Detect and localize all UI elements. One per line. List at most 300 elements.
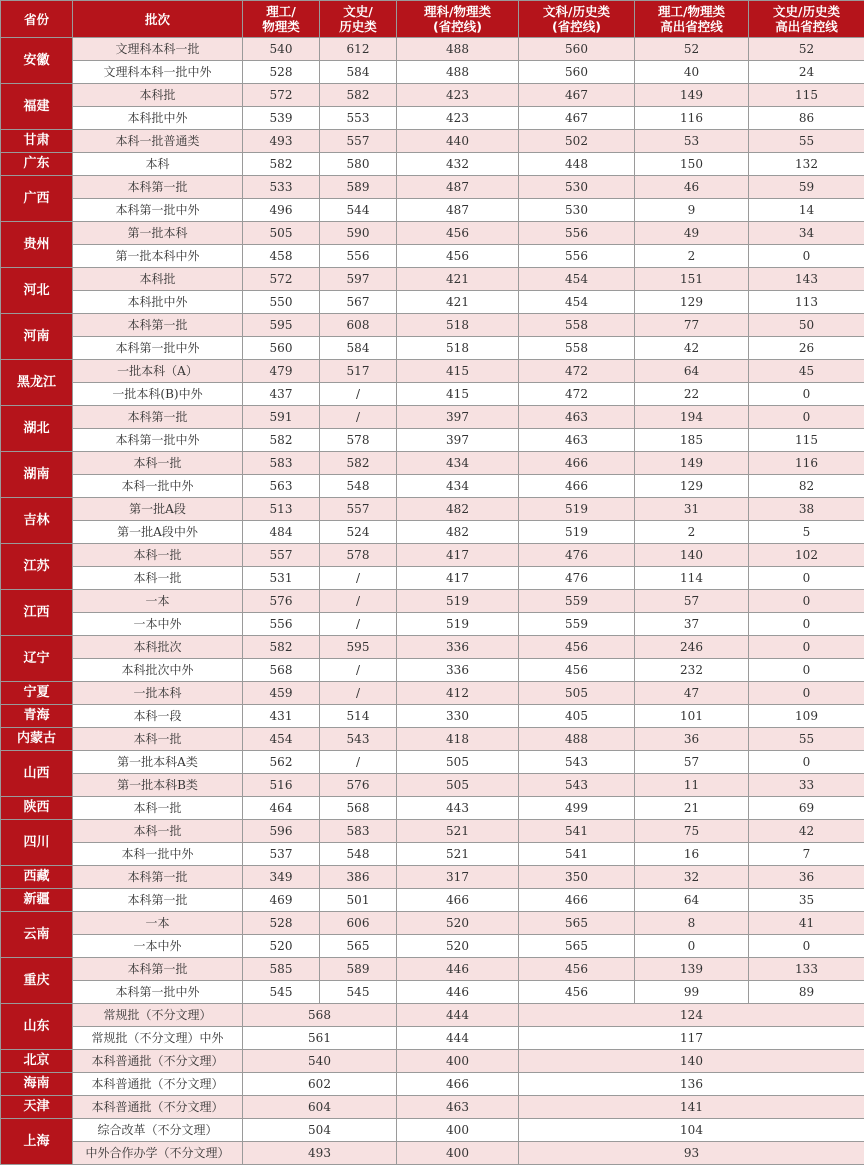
arts-control-cell: 543 xyxy=(519,774,635,797)
science-above-cell: 11 xyxy=(635,774,749,797)
science-control-cell: 487 xyxy=(397,176,519,199)
science-control-cell: 434 xyxy=(397,452,519,475)
science-above-cell: 2 xyxy=(635,521,749,544)
combined-score-cell: 602 xyxy=(243,1073,397,1096)
arts-score-cell: 597 xyxy=(320,268,397,291)
science-above-cell: 32 xyxy=(635,866,749,889)
science-control-cell: 440 xyxy=(397,130,519,153)
combined-score-cell: 604 xyxy=(243,1096,397,1119)
science-control-cell: 336 xyxy=(397,659,519,682)
batch-cell: 本科第一批中外 xyxy=(73,337,243,360)
science-score-cell: 539 xyxy=(243,107,320,130)
science-control-cell: 432 xyxy=(397,153,519,176)
arts-score-cell: / xyxy=(320,659,397,682)
table-row xyxy=(1,912,864,935)
table-row xyxy=(1,636,864,659)
science-control-cell: 487 xyxy=(397,199,519,222)
province-cell: 重庆 xyxy=(1,958,73,1004)
arts-score-cell: 386 xyxy=(320,866,397,889)
batch-cell: 本科第一批 xyxy=(73,314,243,337)
arts-control-cell: 448 xyxy=(519,153,635,176)
table-row xyxy=(1,820,864,843)
science-control-cell: 423 xyxy=(397,84,519,107)
province-cell: 内蒙古 xyxy=(1,728,73,751)
science-score-cell: 533 xyxy=(243,176,320,199)
science-above-cell: 139 xyxy=(635,958,749,981)
science-score-cell: 484 xyxy=(243,521,320,544)
batch-cell: 本科第一批 xyxy=(73,406,243,429)
table-row xyxy=(1,1027,864,1050)
science-control-cell: 397 xyxy=(397,429,519,452)
arts-control-cell: 456 xyxy=(519,659,635,682)
arts-control-cell: 505 xyxy=(519,682,635,705)
science-above-cell: 21 xyxy=(635,797,749,820)
science-score-cell: 563 xyxy=(243,475,320,498)
batch-cell: 常规批（不分文理） xyxy=(73,1004,243,1027)
table-body xyxy=(1,38,864,1165)
table-row xyxy=(1,222,864,245)
science-score-cell: 520 xyxy=(243,935,320,958)
arts-control-cell: 476 xyxy=(519,544,635,567)
science-control-cell: 423 xyxy=(397,107,519,130)
arts-control-cell: 559 xyxy=(519,590,635,613)
science-score-cell: 583 xyxy=(243,452,320,475)
batch-cell: 本科第一批 xyxy=(73,866,243,889)
science-score-cell: 493 xyxy=(243,130,320,153)
batch-cell: 本科一批 xyxy=(73,820,243,843)
control-line-cell: 400 xyxy=(397,1050,519,1073)
science-above-cell: 8 xyxy=(635,912,749,935)
batch-cell: 本科批 xyxy=(73,84,243,107)
science-above-cell: 149 xyxy=(635,84,749,107)
batch-cell: 一本 xyxy=(73,590,243,613)
science-score-cell: 576 xyxy=(243,590,320,613)
science-above-cell: 129 xyxy=(635,291,749,314)
arts-above-cell: 86 xyxy=(749,107,864,130)
arts-score-cell: 612 xyxy=(320,38,397,61)
science-score-cell: 582 xyxy=(243,153,320,176)
table-row xyxy=(1,498,864,521)
arts-control-cell: 519 xyxy=(519,521,635,544)
table-row xyxy=(1,935,864,958)
batch-cell: 第一批A段 xyxy=(73,498,243,521)
science-control-cell: 417 xyxy=(397,544,519,567)
province-cell: 辽宁 xyxy=(1,636,73,682)
table-row xyxy=(1,291,864,314)
arts-control-cell: 530 xyxy=(519,199,635,222)
science-control-cell: 412 xyxy=(397,682,519,705)
arts-score-cell: / xyxy=(320,613,397,636)
batch-cell: 第一批本科A类 xyxy=(73,751,243,774)
above-line-cell: 117 xyxy=(519,1027,864,1050)
science-above-cell: 140 xyxy=(635,544,749,567)
arts-control-cell: 472 xyxy=(519,383,635,406)
combined-score-cell: 561 xyxy=(243,1027,397,1050)
arts-score-cell: 578 xyxy=(320,429,397,452)
arts-above-cell: 45 xyxy=(749,360,864,383)
table-row xyxy=(1,176,864,199)
science-score-cell: 537 xyxy=(243,843,320,866)
science-control-cell: 446 xyxy=(397,958,519,981)
science-score-cell: 505 xyxy=(243,222,320,245)
province-cell: 天津 xyxy=(1,1096,73,1119)
batch-cell: 本科一批 xyxy=(73,544,243,567)
combined-score-cell: 568 xyxy=(243,1004,397,1027)
science-above-cell: 9 xyxy=(635,199,749,222)
science-control-cell: 421 xyxy=(397,291,519,314)
arts-control-cell: 488 xyxy=(519,728,635,751)
province-cell: 湖北 xyxy=(1,406,73,452)
above-line-cell: 141 xyxy=(519,1096,864,1119)
science-control-cell: 488 xyxy=(397,61,519,84)
arts-above-cell: 14 xyxy=(749,199,864,222)
table-row xyxy=(1,843,864,866)
science-score-cell: 540 xyxy=(243,38,320,61)
arts-control-cell: 466 xyxy=(519,475,635,498)
combined-score-cell: 540 xyxy=(243,1050,397,1073)
science-above-cell: 194 xyxy=(635,406,749,429)
science-above-cell: 101 xyxy=(635,705,749,728)
science-control-cell: 417 xyxy=(397,567,519,590)
arts-score-cell: 501 xyxy=(320,889,397,912)
science-score-cell: 528 xyxy=(243,61,320,84)
batch-cell: 本科一批 xyxy=(73,728,243,751)
arts-control-cell: 560 xyxy=(519,38,635,61)
province-cell: 黑龙江 xyxy=(1,360,73,406)
table-row xyxy=(1,199,864,222)
province-cell: 青海 xyxy=(1,705,73,728)
arts-control-cell: 499 xyxy=(519,797,635,820)
arts-above-cell: 38 xyxy=(749,498,864,521)
arts-control-cell: 466 xyxy=(519,889,635,912)
batch-cell: 一批本科（A） xyxy=(73,360,243,383)
science-control-cell: 482 xyxy=(397,521,519,544)
table-row xyxy=(1,958,864,981)
batch-cell: 本科第一批中外 xyxy=(73,981,243,1004)
arts-control-cell: 502 xyxy=(519,130,635,153)
arts-control-cell: 456 xyxy=(519,636,635,659)
table-row xyxy=(1,866,864,889)
arts-score-cell: 524 xyxy=(320,521,397,544)
arts-above-cell: 7 xyxy=(749,843,864,866)
table-row xyxy=(1,1142,864,1165)
table-row xyxy=(1,1004,864,1027)
arts-score-cell: 584 xyxy=(320,61,397,84)
science-control-cell: 336 xyxy=(397,636,519,659)
table-row xyxy=(1,360,864,383)
science-score-cell: 557 xyxy=(243,544,320,567)
arts-score-cell: / xyxy=(320,406,397,429)
batch-cell: 一本中外 xyxy=(73,613,243,636)
science-score-cell: 437 xyxy=(243,383,320,406)
arts-control-cell: 519 xyxy=(519,498,635,521)
science-above-cell: 185 xyxy=(635,429,749,452)
province-cell: 四川 xyxy=(1,820,73,866)
table-row xyxy=(1,889,864,912)
science-above-cell: 37 xyxy=(635,613,749,636)
province-cell: 安徽 xyxy=(1,38,73,84)
science-score-cell: 595 xyxy=(243,314,320,337)
arts-above-cell: 0 xyxy=(749,590,864,613)
table-row xyxy=(1,751,864,774)
table-row xyxy=(1,521,864,544)
table-row xyxy=(1,406,864,429)
batch-cell: 本科一批中外 xyxy=(73,475,243,498)
batch-cell: 本科批 xyxy=(73,268,243,291)
control-line-cell: 466 xyxy=(397,1073,519,1096)
science-control-cell: 519 xyxy=(397,590,519,613)
science-control-cell: 397 xyxy=(397,406,519,429)
arts-above-cell: 41 xyxy=(749,912,864,935)
batch-cell: 本科一段 xyxy=(73,705,243,728)
science-control-cell: 505 xyxy=(397,751,519,774)
batch-cell: 第一批A段中外 xyxy=(73,521,243,544)
science-score-cell: 568 xyxy=(243,659,320,682)
arts-above-cell: 0 xyxy=(749,636,864,659)
batch-cell: 本科批次 xyxy=(73,636,243,659)
science-score-cell: 545 xyxy=(243,981,320,1004)
batch-cell: 本科批中外 xyxy=(73,291,243,314)
science-above-cell: 77 xyxy=(635,314,749,337)
table-row xyxy=(1,429,864,452)
table-row xyxy=(1,452,864,475)
table-row xyxy=(1,268,864,291)
province-cell: 新疆 xyxy=(1,889,73,912)
arts-score-cell: 543 xyxy=(320,728,397,751)
province-cell: 云南 xyxy=(1,912,73,958)
batch-cell: 本科第一批 xyxy=(73,176,243,199)
table-row xyxy=(1,682,864,705)
science-above-cell: 150 xyxy=(635,153,749,176)
province-cell: 江西 xyxy=(1,590,73,636)
arts-control-cell: 472 xyxy=(519,360,635,383)
table-row xyxy=(1,245,864,268)
header-batch: 批次 xyxy=(73,1,243,38)
province-cell: 宁夏 xyxy=(1,682,73,705)
arts-above-cell: 0 xyxy=(749,935,864,958)
arts-score-cell: 545 xyxy=(320,981,397,1004)
above-line-cell: 93 xyxy=(519,1142,864,1165)
science-score-cell: 459 xyxy=(243,682,320,705)
batch-cell: 本科一批 xyxy=(73,452,243,475)
table-row xyxy=(1,1096,864,1119)
science-above-cell: 246 xyxy=(635,636,749,659)
science-control-cell: 434 xyxy=(397,475,519,498)
batch-cell: 本科一批中外 xyxy=(73,843,243,866)
arts-above-cell: 0 xyxy=(749,406,864,429)
science-control-cell: 317 xyxy=(397,866,519,889)
arts-control-cell: 454 xyxy=(519,291,635,314)
arts-control-cell: 558 xyxy=(519,337,635,360)
arts-score-cell: 548 xyxy=(320,475,397,498)
arts-control-cell: 559 xyxy=(519,613,635,636)
science-control-cell: 521 xyxy=(397,843,519,866)
science-above-cell: 49 xyxy=(635,222,749,245)
science-score-cell: 582 xyxy=(243,636,320,659)
science-above-cell: 151 xyxy=(635,268,749,291)
arts-score-cell: / xyxy=(320,751,397,774)
science-above-cell: 40 xyxy=(635,61,749,84)
arts-control-cell: 463 xyxy=(519,406,635,429)
header-arts-above-line: 文史/历史类 高出省控线 xyxy=(749,1,864,38)
science-score-cell: 516 xyxy=(243,774,320,797)
arts-control-cell: 463 xyxy=(519,429,635,452)
table-row xyxy=(1,797,864,820)
arts-score-cell: 583 xyxy=(320,820,397,843)
science-score-cell: 513 xyxy=(243,498,320,521)
arts-above-cell: 113 xyxy=(749,291,864,314)
arts-above-cell: 132 xyxy=(749,153,864,176)
batch-cell: 本科第一批 xyxy=(73,958,243,981)
batch-cell: 本科第一批中外 xyxy=(73,199,243,222)
arts-above-cell: 33 xyxy=(749,774,864,797)
province-cell: 福建 xyxy=(1,84,73,130)
science-control-cell: 456 xyxy=(397,245,519,268)
arts-control-cell: 530 xyxy=(519,176,635,199)
table-row xyxy=(1,84,864,107)
arts-above-cell: 82 xyxy=(749,475,864,498)
batch-cell: 本科 xyxy=(73,153,243,176)
arts-control-cell: 467 xyxy=(519,84,635,107)
batch-cell: 文理科本科一批中外 xyxy=(73,61,243,84)
science-score-cell: 528 xyxy=(243,912,320,935)
science-control-cell: 443 xyxy=(397,797,519,820)
table-row xyxy=(1,728,864,751)
arts-score-cell: 565 xyxy=(320,935,397,958)
table-row xyxy=(1,1119,864,1142)
arts-control-cell: 565 xyxy=(519,912,635,935)
above-line-cell: 140 xyxy=(519,1050,864,1073)
science-above-cell: 22 xyxy=(635,383,749,406)
arts-above-cell: 0 xyxy=(749,751,864,774)
arts-score-cell: 548 xyxy=(320,843,397,866)
science-control-cell: 488 xyxy=(397,38,519,61)
batch-cell: 本科一批 xyxy=(73,797,243,820)
science-above-cell: 47 xyxy=(635,682,749,705)
arts-above-cell: 69 xyxy=(749,797,864,820)
batch-cell: 文理科本科一批 xyxy=(73,38,243,61)
table-row xyxy=(1,337,864,360)
arts-above-cell: 115 xyxy=(749,429,864,452)
arts-score-cell: / xyxy=(320,383,397,406)
batch-cell: 综合改革（不分文理） xyxy=(73,1119,243,1142)
table-row xyxy=(1,61,864,84)
table-row xyxy=(1,774,864,797)
province-cell: 江苏 xyxy=(1,544,73,590)
arts-above-cell: 116 xyxy=(749,452,864,475)
science-score-cell: 562 xyxy=(243,751,320,774)
batch-cell: 一批本科(B)中外 xyxy=(73,383,243,406)
arts-score-cell: 517 xyxy=(320,360,397,383)
batch-cell: 常规批（不分文理）中外 xyxy=(73,1027,243,1050)
arts-score-cell: 556 xyxy=(320,245,397,268)
science-score-cell: 572 xyxy=(243,268,320,291)
arts-above-cell: 24 xyxy=(749,61,864,84)
arts-control-cell: 456 xyxy=(519,981,635,1004)
science-control-cell: 456 xyxy=(397,222,519,245)
table-row xyxy=(1,130,864,153)
arts-score-cell: 544 xyxy=(320,199,397,222)
batch-cell: 本科一批 xyxy=(73,567,243,590)
arts-control-cell: 558 xyxy=(519,314,635,337)
science-above-cell: 36 xyxy=(635,728,749,751)
batch-cell: 第一批本科 xyxy=(73,222,243,245)
control-line-cell: 463 xyxy=(397,1096,519,1119)
province-cell: 贵州 xyxy=(1,222,73,268)
science-above-cell: 57 xyxy=(635,751,749,774)
arts-control-cell: 560 xyxy=(519,61,635,84)
arts-score-cell: / xyxy=(320,590,397,613)
science-control-cell: 466 xyxy=(397,889,519,912)
science-control-cell: 518 xyxy=(397,314,519,337)
science-score-cell: 431 xyxy=(243,705,320,728)
batch-cell: 本科普通批（不分文理） xyxy=(73,1050,243,1073)
table-row xyxy=(1,1073,864,1096)
science-control-cell: 518 xyxy=(397,337,519,360)
arts-above-cell: 0 xyxy=(749,659,864,682)
science-control-cell: 330 xyxy=(397,705,519,728)
arts-score-cell: 567 xyxy=(320,291,397,314)
arts-score-cell: 582 xyxy=(320,452,397,475)
arts-control-cell: 541 xyxy=(519,820,635,843)
arts-score-cell: 589 xyxy=(320,958,397,981)
batch-cell: 本科普通批（不分文理） xyxy=(73,1096,243,1119)
province-cell: 河南 xyxy=(1,314,73,360)
arts-above-cell: 5 xyxy=(749,521,864,544)
province-cell: 广东 xyxy=(1,153,73,176)
province-cell: 上海 xyxy=(1,1119,73,1165)
header-arts-control-line: 文科/历史类 (省控线) xyxy=(519,1,635,38)
arts-above-cell: 36 xyxy=(749,866,864,889)
table-row xyxy=(1,38,864,61)
science-score-cell: 596 xyxy=(243,820,320,843)
science-control-cell: 520 xyxy=(397,935,519,958)
province-cell: 北京 xyxy=(1,1050,73,1073)
science-above-cell: 129 xyxy=(635,475,749,498)
province-cell: 吉林 xyxy=(1,498,73,544)
arts-control-cell: 456 xyxy=(519,958,635,981)
arts-above-cell: 34 xyxy=(749,222,864,245)
province-cell: 河北 xyxy=(1,268,73,314)
combined-score-cell: 504 xyxy=(243,1119,397,1142)
science-above-cell: 31 xyxy=(635,498,749,521)
above-line-cell: 136 xyxy=(519,1073,864,1096)
science-score-cell: 556 xyxy=(243,613,320,636)
arts-above-cell: 26 xyxy=(749,337,864,360)
arts-score-cell: 578 xyxy=(320,544,397,567)
control-line-cell: 400 xyxy=(397,1142,519,1165)
science-score-cell: 531 xyxy=(243,567,320,590)
batch-cell: 本科第一批 xyxy=(73,889,243,912)
science-control-cell: 446 xyxy=(397,981,519,1004)
science-above-cell: 16 xyxy=(635,843,749,866)
arts-above-cell: 55 xyxy=(749,130,864,153)
science-score-cell: 458 xyxy=(243,245,320,268)
table-row xyxy=(1,475,864,498)
science-score-cell: 585 xyxy=(243,958,320,981)
above-line-cell: 124 xyxy=(519,1004,864,1027)
science-above-cell: 232 xyxy=(635,659,749,682)
science-control-cell: 521 xyxy=(397,820,519,843)
science-score-cell: 572 xyxy=(243,84,320,107)
arts-above-cell: 0 xyxy=(749,567,864,590)
science-score-cell: 496 xyxy=(243,199,320,222)
batch-cell: 一本 xyxy=(73,912,243,935)
science-score-cell: 560 xyxy=(243,337,320,360)
arts-score-cell: 557 xyxy=(320,498,397,521)
arts-above-cell: 59 xyxy=(749,176,864,199)
batch-cell: 中外合作办学（不分文理） xyxy=(73,1142,243,1165)
